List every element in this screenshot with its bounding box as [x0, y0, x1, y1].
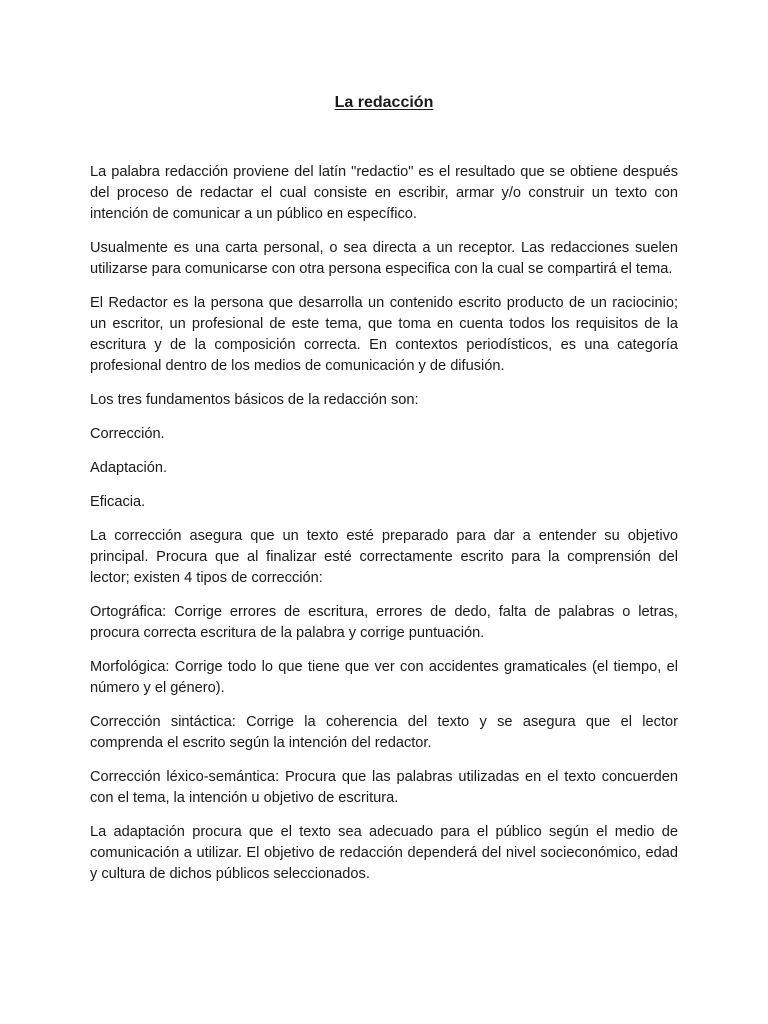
list-item-eficacia: Eficacia.	[90, 494, 146, 510]
paragraph-redactor: El Redactor es la persona que desarrolla un contenido escrito producto de un raciocinio; un escritor, un profesional de este tema, que toma en cuenta todos los requisitos de la escritura y de la composición correcta. En contextos periodísticos, es una categoría profesional dentro de los medios de comunicación y de difusión.	[90, 295, 678, 374]
paragraph-adaptacion: La adaptación procura que el texto sea adecuado para el público según el medio de comunicación a utilizar. El objetivo de redacción dependerá del nivel socieconómico, edad y cultura de dichos públicos seleccionados.	[90, 824, 678, 882]
paragraph-morfologica: Morfológica: Corrige todo lo que tiene que ver con accidentes gramaticales (el tiempo, el número y el género).	[90, 659, 678, 696]
list-item-correccion: Corrección.	[90, 426, 165, 442]
document-page	[90, 92, 678, 898]
paragraph-ortografica: Ortográfica: Corrige errores de escritura, errores de dedo, falta de palabras o letras, procura correcta escritura de la palabra y corrige puntuación.	[90, 604, 678, 641]
list-item-adaptacion: Adaptación.	[90, 460, 168, 476]
paragraph-sintactica: Corrección sintáctica: Corrige la coherencia del texto y se asegura que el lector comprenda el escrito según la intención del redactor.	[90, 714, 678, 751]
document-title: La redacción	[334, 94, 434, 111]
paragraph-fundamentals-intro: Los tres fundamentos básicos de la redacción son:	[90, 392, 419, 408]
paragraph-intro: La palabra redacción proviene del latín "redactio" es el resultado que se obtiene después del proceso de redactar el cual consiste en escribir, armar y/o construir un texto con intención de comunicar a un público en específico.	[90, 164, 678, 222]
paragraph-lexico-semantica: Corrección léxico-semántica: Procura que las palabras utilizadas en el texto concuerden con el tema, la intención u objetivo de escritura.	[90, 769, 678, 806]
paragraph-correccion: La corrección asegura que un texto esté preparado para dar a entender su objetivo principal. Procura que al finalizar esté correctamente escrito para la comprensión del lector; existen 4 tipos de corrección:	[90, 528, 678, 586]
paragraph-usage: Usualmente es una carta personal, o sea directa a un receptor. Las redacciones suelen utilizarse para comunicarse con otra persona especifica con la cual se compartirá el tema.	[90, 240, 678, 277]
